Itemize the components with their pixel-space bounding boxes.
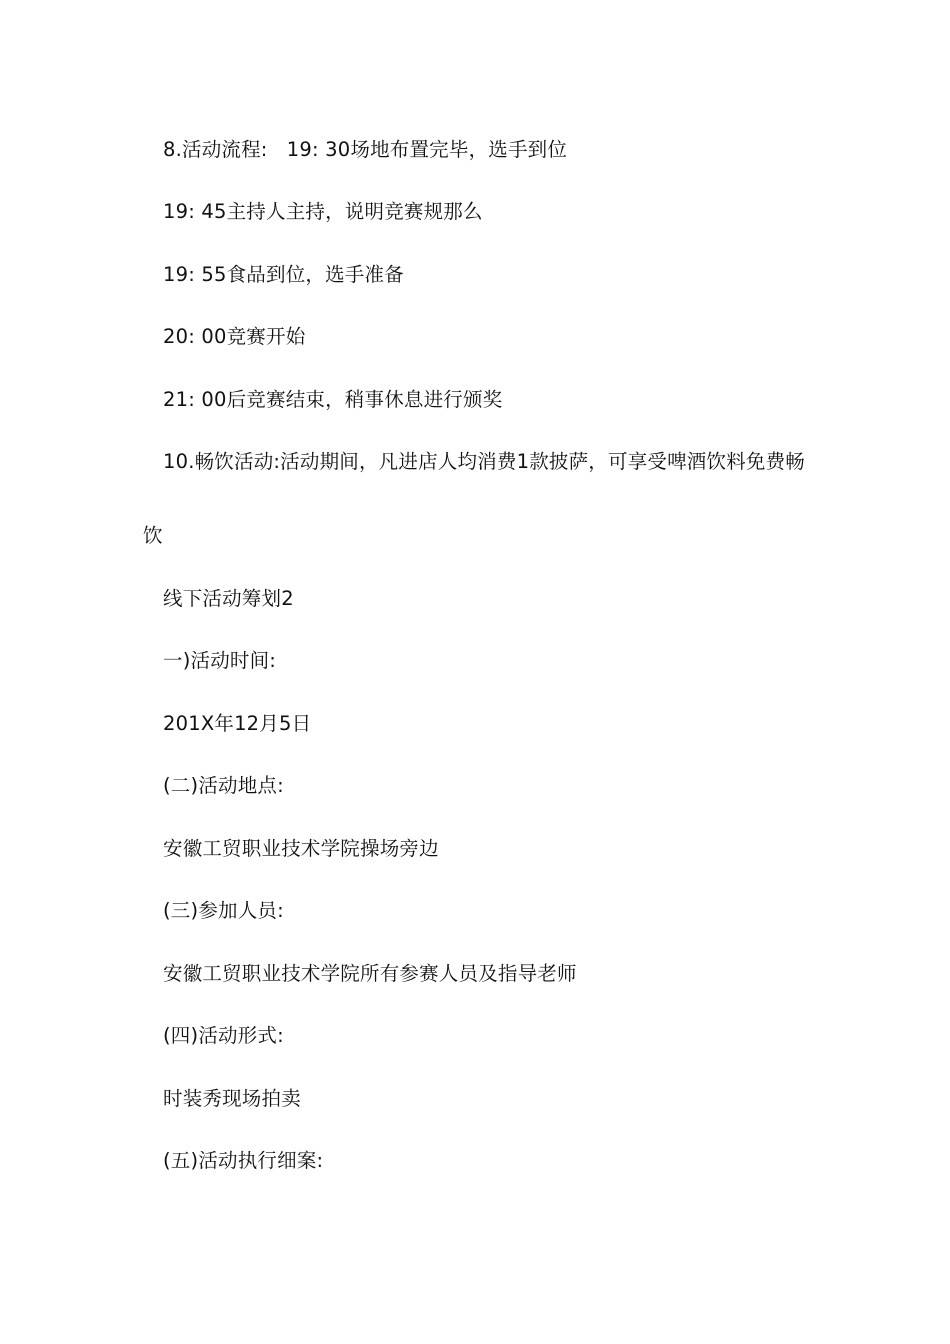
- heading-activity-format: (四)活动形式:: [163, 1024, 284, 1047]
- paragraph-drink-activity-continued: 饮: [143, 524, 163, 547]
- paragraph-schedule-2000: 20: 00竞赛开始: [163, 325, 306, 348]
- paragraph-activity-flow: 8.活动流程: 19: 30场地布置完毕，选手到位: [163, 138, 568, 161]
- heading-activity-time: 一)活动时间:: [163, 649, 277, 672]
- heading-execution-details: (五)活动执行细案:: [163, 1149, 324, 1172]
- paragraph-drink-activity: 10.畅饮活动:活动期间，凡进店人均消费1款披萨，可享受啤酒饮料免费畅: [163, 450, 805, 473]
- paragraph-participants: 安徽工贸职业技术学院所有参赛人员及指导老师: [163, 962, 577, 985]
- paragraph-activity-date: 201X年12月5日: [163, 712, 312, 735]
- section-heading-plan-2: 线下活动筹划2: [163, 587, 294, 610]
- paragraph-activity-location: 安徽工贸职业技术学院操场旁边: [163, 837, 439, 860]
- heading-participants: (三)参加人员:: [163, 899, 284, 922]
- paragraph-schedule-2100: 21: 00后竞赛结束，稍事休息进行颁奖: [163, 388, 503, 411]
- paragraph-activity-format: 时装秀现场拍卖: [163, 1087, 301, 1110]
- heading-activity-location: (二)活动地点:: [163, 774, 284, 797]
- paragraph-schedule-1955: 19: 55食品到位，选手准备: [163, 263, 404, 286]
- paragraph-schedule-1945: 19: 45主持人主持，说明竞赛规那么: [163, 200, 483, 223]
